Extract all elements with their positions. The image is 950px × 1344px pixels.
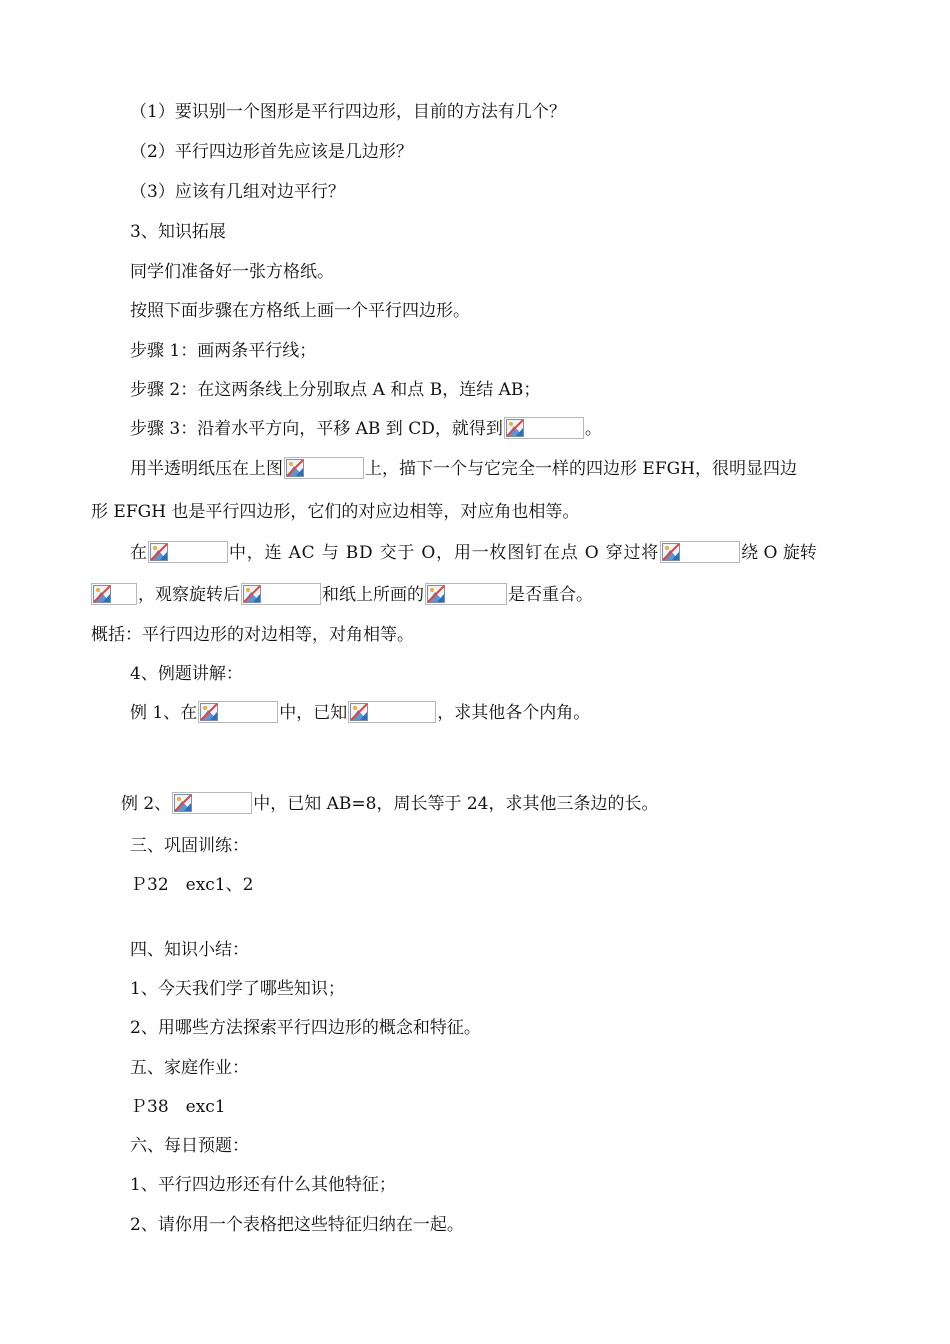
example-1-text-a: 例 1、在 bbox=[130, 703, 198, 723]
trace-paragraph-line-1 bbox=[130, 457, 797, 481]
broken-image-icon bbox=[172, 792, 252, 814]
broken-image-icon bbox=[148, 541, 228, 563]
practice-title: 三、巩固训练： bbox=[130, 836, 249, 856]
broken-image-icon bbox=[241, 583, 321, 605]
broken-image-icon bbox=[504, 417, 584, 439]
homework-reference: Ｐ38 exc1 bbox=[130, 1097, 226, 1117]
recap-item-1: 1、今天我们学了哪些知识； bbox=[130, 979, 345, 999]
rotation-paragraph-line-1 bbox=[130, 541, 817, 565]
broken-image-icon bbox=[660, 541, 740, 563]
step-3 bbox=[130, 417, 602, 441]
example-1-text-b: 中，已知 bbox=[279, 703, 348, 723]
question-3: （3）应该有几组对边平行？ bbox=[130, 182, 345, 202]
section-examples-title: 4、例题讲解： bbox=[130, 664, 243, 684]
preview-item-1: 1、平行四边形还有什么其他特征； bbox=[130, 1175, 396, 1195]
broken-image-icon bbox=[348, 701, 436, 723]
question-1: （1）要识别一个图形是平行四边形，目前的方法有几个？ bbox=[130, 102, 566, 122]
step-2: 步骤 2：在这两条线上分别取点 A 和点 B，连结 AB； bbox=[130, 380, 541, 400]
homework-title: 五、家庭作业： bbox=[130, 1058, 249, 1078]
broken-image-icon bbox=[91, 583, 137, 605]
broken-image-icon bbox=[425, 583, 507, 605]
rotation-text-c: 绕 O 旋转 bbox=[741, 543, 817, 563]
instruction-text: 按照下面步骤在方格纸上画一个平行四边形。 bbox=[130, 301, 470, 321]
trace-paragraph-line-2: 形 EFGH 也是平行四边形，它们的对应边相等，对应角也相等。 bbox=[91, 502, 580, 522]
step-3-text: 步骤 3：沿着水平方向，平移 AB 到 CD，就得到 bbox=[130, 419, 503, 439]
trace-text-a: 用半透明纸压在上图 bbox=[130, 459, 283, 479]
example-2-text-a: 例 2、 bbox=[121, 794, 172, 814]
broken-image-icon bbox=[284, 457, 364, 479]
rotation-text-e: 和纸上所画的 bbox=[322, 585, 424, 605]
practice-reference: Ｐ32 exc1、2 bbox=[130, 875, 254, 895]
rotation-text-f: 是否重合。 bbox=[508, 585, 593, 605]
rotation-text-b: 中，连 AC 与 BD 交于 O，用一枚图钉在点 O 穿过将 bbox=[229, 543, 660, 563]
trace-text-b: 上，描下一个与它完全一样的四边形 EFGH，很明显四边 bbox=[365, 459, 798, 479]
example-1 bbox=[130, 701, 590, 725]
summary-text: 概括：平行四边形的对边相等，对角相等。 bbox=[91, 625, 414, 645]
rotation-text-a: 在 bbox=[130, 543, 147, 563]
step-1: 步骤 1：画两条平行线； bbox=[130, 341, 317, 361]
step-3-end: 。 bbox=[584, 419, 602, 439]
rotation-paragraph-line-2 bbox=[90, 583, 593, 607]
example-1-text-c: ，求其他各个内角。 bbox=[437, 703, 591, 723]
example-2-text-b: 中，已知 AB=8，周长等于 24，求其他三条边的长。 bbox=[253, 794, 659, 814]
question-2: （2）平行四边形首先应该是几边形？ bbox=[130, 142, 413, 162]
rotation-text-d: ，观察旋转后 bbox=[138, 585, 240, 605]
recap-title: 四、知识小结： bbox=[130, 940, 249, 960]
broken-image-icon bbox=[198, 701, 278, 723]
preview-item-2: 2、请你用一个表格把这些特征归纳在一起。 bbox=[130, 1215, 464, 1235]
preview-title: 六、每日预题： bbox=[130, 1136, 249, 1156]
prep-text: 同学们准备好一张方格纸。 bbox=[130, 262, 334, 282]
example-2 bbox=[121, 792, 659, 816]
recap-item-2: 2、用哪些方法探索平行四边形的概念和特征。 bbox=[130, 1018, 481, 1038]
section-knowledge-extension-title: 3、知识拓展 bbox=[130, 222, 226, 242]
